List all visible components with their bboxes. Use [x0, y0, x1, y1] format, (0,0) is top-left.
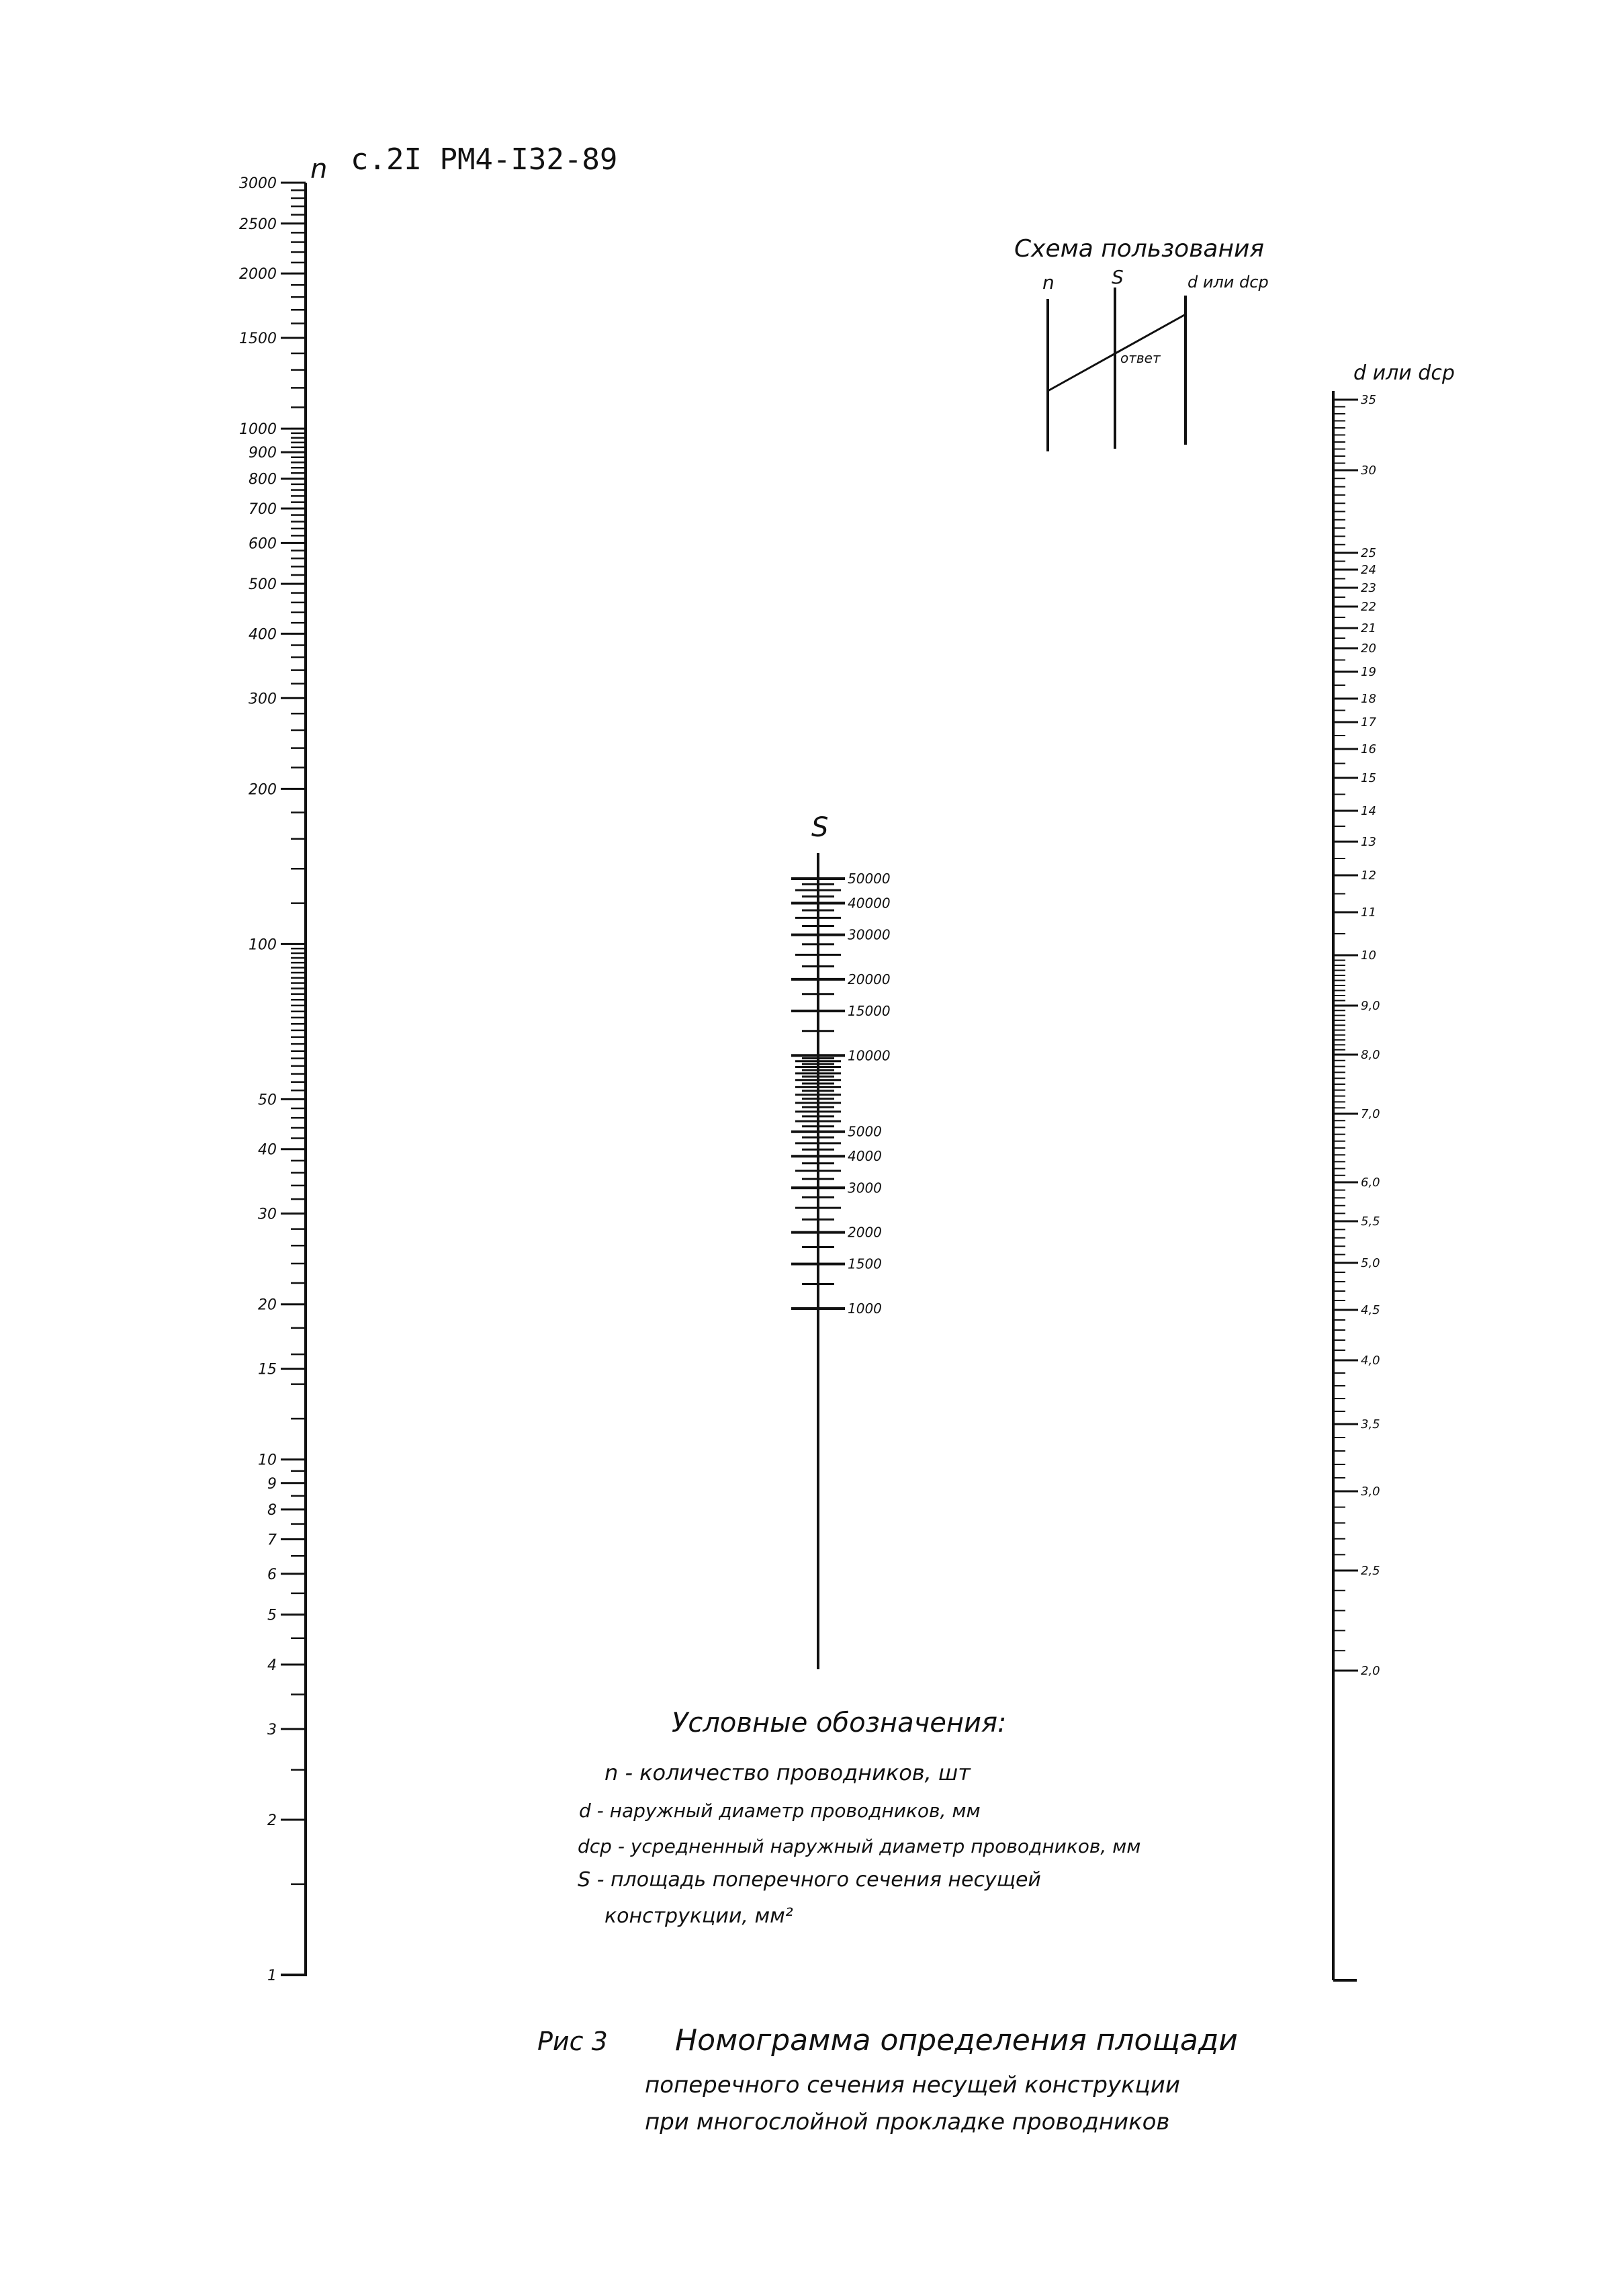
scale-n-tick-label: 300	[249, 691, 277, 708]
scale-d-tick-label: 24	[1361, 563, 1376, 577]
scale-d-tick-label: 22	[1361, 600, 1376, 614]
scale-d-tick-label: 12	[1361, 869, 1376, 883]
scale-d-tick-label: 3,5	[1361, 1417, 1380, 1431]
scale-n-tick-label: 600	[249, 535, 277, 553]
scale-d-tick-label: 7,0	[1361, 1107, 1380, 1121]
scale-n-label: n	[310, 154, 328, 185]
scale-s	[791, 812, 891, 1669]
scale-d-tick-label: 25	[1361, 546, 1376, 560]
scale-s-tick-label: 1000	[848, 1300, 882, 1317]
scale-s-tick-label: 30000	[848, 926, 891, 943]
usage-scheme-axis-n-label: n	[1042, 271, 1055, 294]
scale-d-tick-label: 6,0	[1361, 1176, 1380, 1190]
caption-line-2: поперечного сечения несущей конструкции	[645, 2072, 1180, 2099]
legend-line-s: S - площадь поперечного сечения несущей	[578, 1868, 1041, 1892]
scale-d-tick-label: 19	[1361, 665, 1376, 679]
page-code: с.2I РМ4-I32-89	[351, 142, 618, 177]
scale-n-tick-label: 8	[267, 1502, 277, 1519]
scale-d-tick-label: 8,0	[1361, 1048, 1380, 1062]
scale-d-tick-label: 10	[1361, 948, 1376, 963]
scale-n-tick-label: 7	[267, 1532, 277, 1549]
scale-n-tick-label: 4	[267, 1657, 277, 1675]
caption-fig-number: Рис 3	[537, 2027, 608, 2056]
scale-d-tick-label: 2,5	[1361, 1564, 1380, 1578]
usage-scheme-axis-d-label: d или dср	[1188, 273, 1269, 292]
scale-d-tick-label: 13	[1361, 835, 1376, 849]
scale-d-tick-label: 5,0	[1361, 1256, 1380, 1270]
scale-n-tick-label: 100	[249, 936, 277, 954]
scale-d-tick-label: 14	[1361, 804, 1376, 818]
scale-d-tick-label: 15	[1361, 771, 1376, 785]
scale-n-tick-label: 2500	[239, 216, 277, 233]
usage-scheme-answer: ответ	[1120, 350, 1161, 366]
scale-n-tick-label: 10	[258, 1452, 277, 1469]
scale-d	[1333, 361, 1455, 1980]
scale-d-tick-label: 11	[1361, 906, 1376, 920]
scale-d-tick-label: 5,5	[1361, 1215, 1380, 1229]
legend-line-n: n - количество проводников, шт	[604, 1760, 971, 1785]
scale-s-tick-label: 20000	[848, 971, 891, 987]
caption-line-3: при многослойной прокладке проводников	[645, 2109, 1170, 2135]
legend-line-dcp: dср - усредненный наружный диаметр проводников, мм	[578, 1835, 1141, 1857]
scale-n-tick-label: 200	[249, 781, 277, 799]
scale-d-tick-label: 17	[1361, 715, 1376, 730]
scale-s-major-ticks	[791, 871, 891, 1317]
scale-s-tick-label: 5000	[848, 1123, 882, 1140]
scale-d-tick-label: 4,0	[1361, 1354, 1380, 1368]
usage-scheme-axis-s-label: S	[1112, 266, 1124, 288]
scale-n-tick-label: 15	[258, 1361, 277, 1378]
usage-scheme-title: Схема пользования	[1014, 235, 1265, 263]
scale-s-tick-label: 2000	[848, 1224, 882, 1241]
scale-n-tick-label: 3	[267, 1721, 277, 1738]
scale-d-tick-label: 4,5	[1361, 1303, 1380, 1317]
legend-line-s-cont: конструкции, мм²	[604, 1904, 793, 1928]
caption-line-1: Номограмма определения площади	[675, 2023, 1238, 2058]
scale-d-tick-label: 35	[1361, 393, 1376, 407]
legend	[578, 1708, 1140, 1928]
scale-s-tick-label: 15000	[848, 1002, 891, 1019]
scale-n-tick-label: 50	[258, 1092, 277, 1109]
scale-d-tick-label: 2,0	[1361, 1664, 1380, 1678]
scale-d-label: d или dср	[1353, 361, 1455, 385]
scale-n-tick-label: 40	[258, 1141, 277, 1159]
scale-n-tick-label: 30	[258, 1206, 277, 1223]
figure-caption	[537, 2023, 1238, 2135]
scale-n-tick-label: 20	[258, 1296, 277, 1314]
scale-n-tick-label: 6	[267, 1566, 277, 1583]
scale-n-tick-label: 1500	[239, 330, 277, 347]
scale-d-tick-label: 23	[1361, 581, 1376, 595]
scale-n-tick-label: 2000	[239, 266, 277, 283]
scale-s-tick-label: 10000	[848, 1047, 891, 1064]
scale-n-tick-label: 2	[267, 1812, 277, 1830]
scale-d-tick-label: 3,0	[1361, 1485, 1380, 1499]
scale-d-tick-label: 30	[1361, 463, 1376, 478]
legend-line-d: d - наружный диаметр проводников, мм	[579, 1800, 981, 1822]
scale-d-tick-label: 9,0	[1361, 999, 1380, 1013]
usage-scheme-line	[1048, 314, 1185, 391]
scale-n-tick-label: 500	[249, 576, 277, 594]
scale-s-tick-label: 4000	[848, 1148, 882, 1165]
scale-n-tick-label: 1000	[239, 421, 277, 439]
legend-title: Условные обозначения:	[672, 1708, 1007, 1738]
scale-n-tick-label: 900	[249, 445, 277, 462]
scale-n-tick-label: 1	[267, 1968, 277, 1984]
scale-s-tick-label: 1500	[848, 1255, 882, 1272]
usage-scheme	[1014, 235, 1269, 451]
scale-s-tick-label: 3000	[848, 1180, 882, 1196]
scale-n-tick-label: 5	[267, 1607, 277, 1624]
scale-n-tick-label: 800	[249, 471, 277, 488]
scale-d-tick-label: 20	[1361, 642, 1376, 656]
scale-s-label: S	[811, 812, 829, 843]
scale-n-tick-label: 3000	[239, 175, 277, 192]
scale-d-tick-label: 21	[1361, 621, 1376, 635]
scale-n-tick-label: 400	[249, 626, 277, 644]
scale-s-tick-label: 40000	[848, 895, 891, 912]
scale-d-minor-ticks	[1333, 400, 1345, 1671]
scale-n	[239, 154, 327, 1984]
scale-d-tick-label: 16	[1361, 742, 1376, 756]
scale-d-tick-label: 18	[1361, 692, 1376, 706]
scale-n-tick-label: 700	[249, 500, 277, 518]
scale-s-tick-label: 50000	[848, 871, 891, 887]
scale-n-tick-label: 9	[267, 1475, 277, 1493]
